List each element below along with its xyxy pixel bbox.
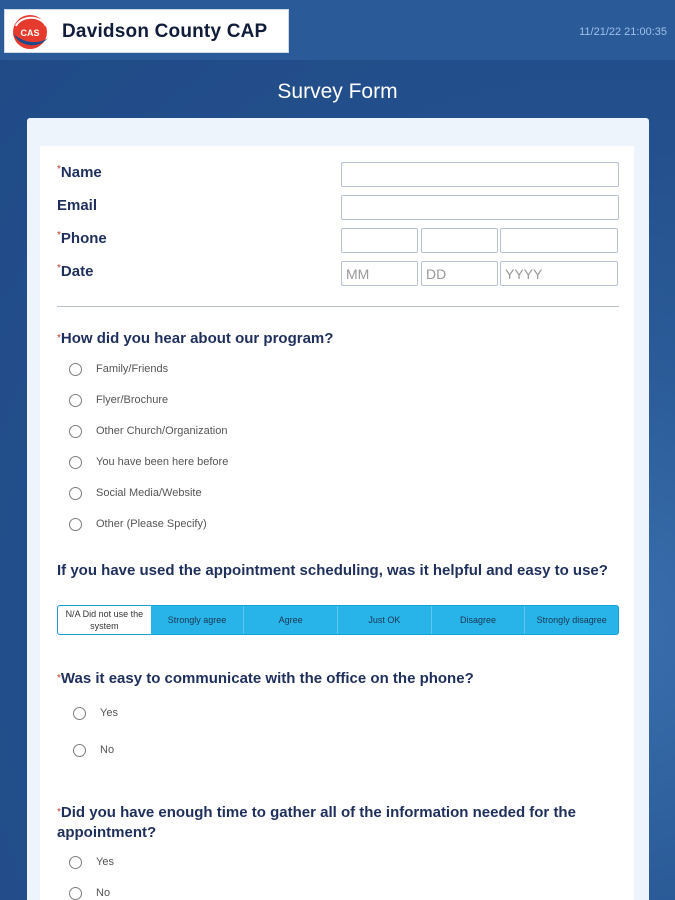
logo: [4, 9, 289, 53]
email-field[interactable]: [341, 195, 619, 220]
radio-icon[interactable]: [69, 425, 82, 438]
cas-logo-icon: [8, 12, 52, 52]
radio-icon[interactable]: [69, 887, 82, 900]
rating-strongly-agree[interactable]: Strongly agree: [167, 615, 227, 625]
radio-icon[interactable]: [69, 856, 82, 869]
referral-option-social[interactable]: Social Media/Website: [69, 483, 202, 503]
phone-line-field[interactable]: [500, 228, 618, 253]
referral-option-flyer[interactable]: Flyer/Brochure: [69, 390, 168, 410]
name-label: *Name: [57, 164, 102, 181]
referral-option-returning[interactable]: You have been here before: [69, 452, 228, 472]
question-phone-communication: *Was it easy to communicate with the office on the phone?: [57, 670, 474, 687]
phone-prefix-field[interactable]: [421, 228, 498, 253]
rating-just-ok[interactable]: Just OK: [337, 606, 431, 634]
question-scheduling: If you have used the appointment scheduling, was it helpful and easy to use?: [57, 562, 608, 579]
phone-area-field[interactable]: [341, 228, 418, 253]
email-label: Email: [57, 197, 98, 214]
name-field[interactable]: [341, 162, 619, 187]
phone-option-no[interactable]: No: [73, 740, 114, 760]
date-month-field[interactable]: [341, 261, 418, 286]
scheduling-rating-scale: [57, 605, 619, 635]
rating-strongly-disagree[interactable]: Strongly disagree: [524, 606, 618, 634]
date-year-field[interactable]: [500, 261, 618, 286]
referral-option-family[interactable]: Family/Friends: [69, 359, 168, 379]
radio-icon[interactable]: [73, 707, 86, 720]
referral-option-other[interactable]: Other (Please Specify): [69, 514, 207, 534]
timestamp: 11/21/22 21:00:35: [579, 26, 667, 38]
phone-option-yes[interactable]: Yes: [73, 703, 118, 723]
date-label: *Date: [57, 263, 94, 280]
radio-icon[interactable]: [69, 456, 82, 469]
app-header: [0, 0, 675, 60]
radio-icon[interactable]: [73, 744, 86, 757]
logo-text: CAS: [20, 28, 40, 38]
org-name: Davidson County CAP: [62, 21, 268, 42]
question-referral: *How did you hear about our program?: [57, 330, 334, 347]
radio-icon[interactable]: [69, 363, 82, 376]
date-day-field[interactable]: [421, 261, 498, 286]
rating-agree[interactable]: Agree: [243, 606, 337, 634]
radio-icon[interactable]: [69, 487, 82, 500]
radio-icon[interactable]: [69, 518, 82, 531]
referral-option-church[interactable]: Other Church/Organization: [69, 421, 227, 441]
page-title: Survey Form: [277, 80, 398, 103]
rating-na[interactable]: N/A Did not use the system: [58, 606, 151, 634]
time-option-yes[interactable]: Yes: [69, 852, 114, 872]
time-option-no[interactable]: No: [69, 883, 110, 900]
phone-label: *Phone: [57, 230, 107, 247]
rating-disagree[interactable]: Disagree: [431, 606, 525, 634]
radio-icon[interactable]: [69, 394, 82, 407]
section-divider: [57, 306, 619, 307]
question-enough-time: *Did you have enough time to gather all of the information needed for the appointment?: [57, 804, 576, 841]
